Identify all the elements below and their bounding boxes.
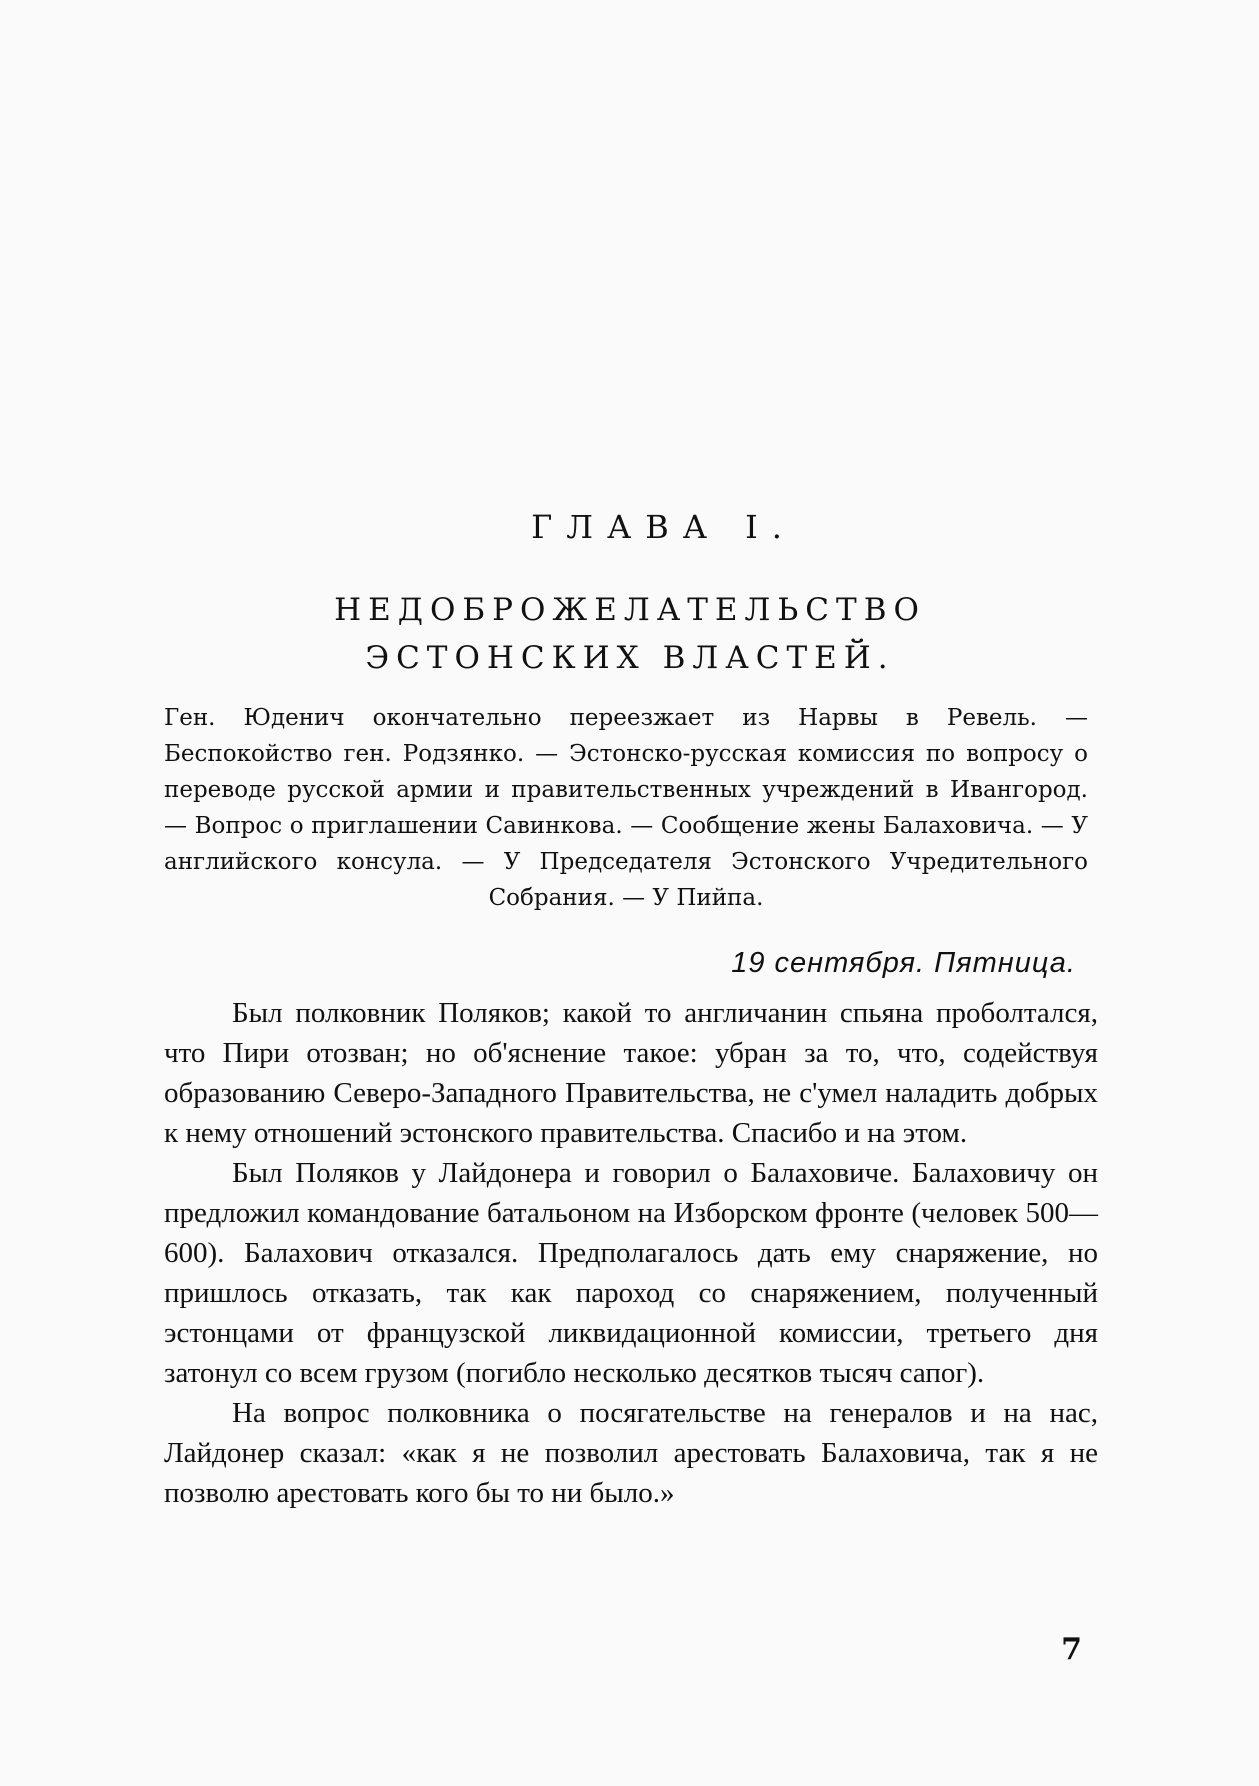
chapter-label: ГЛАВА I. [531,508,796,546]
paragraph: На вопрос полковника о посягательстве на генералов и на нас, Лайдонер сказал: «как я не позволил арестовать Балаховича, так я не позволю арестовать кого бы то ни было.» [164,1397,1098,1509]
page-number: 7 [1061,1632,1082,1667]
body-text [164,993,1098,1513]
chapter-title: НЕДОБРОЖЕЛАТЕЛЬСТВО ЭСТОНСКИХ ВЛАСТЕЙ. [334,592,926,676]
paragraph: Был полковник Поляков; какой то англичанин спьяна проболтался, что Пири отозван; но об'яснение такое: убран за то, что, содействуя образованию Северо-Западного Правительства, не с'умел наладить добрых к нему отношений эстонского правительства. Спасибо и на этом. [164,997,1098,1149]
entry-date: 19 сентября. Пятница. [731,947,1076,979]
chapter-summary: Ген. Юденич окончательно переезжает из Нарвы в Ревель. — Беспокойство ген. Родзянко. — Эстонско-русская комиссия по вопросу о переводе русской армии и правительственных учреждений в Ивангород. — Вопрос о приглашении Савинкова. — Сообщение жены Балаховича. — У английского консула. — У Председателя Эстонского Учредительного Собрания. — У Пийпа. [164,705,1088,911]
paragraph: Был Поляков у Лайдонера и говорил о Балаховиче. Балаховичу он предложил командование батальоном на Изборском фронте (человек 500—600). Балахович отказался. Предполагалось дать ему снаряжение, но пришлось отказать, так как пароход со снаряжением, полученный эстонцами от французской ликвидационной комиссии, третьего дня затонул со всем грузом (погибло несколько десятков тысяч сапог). [164,1157,1098,1389]
